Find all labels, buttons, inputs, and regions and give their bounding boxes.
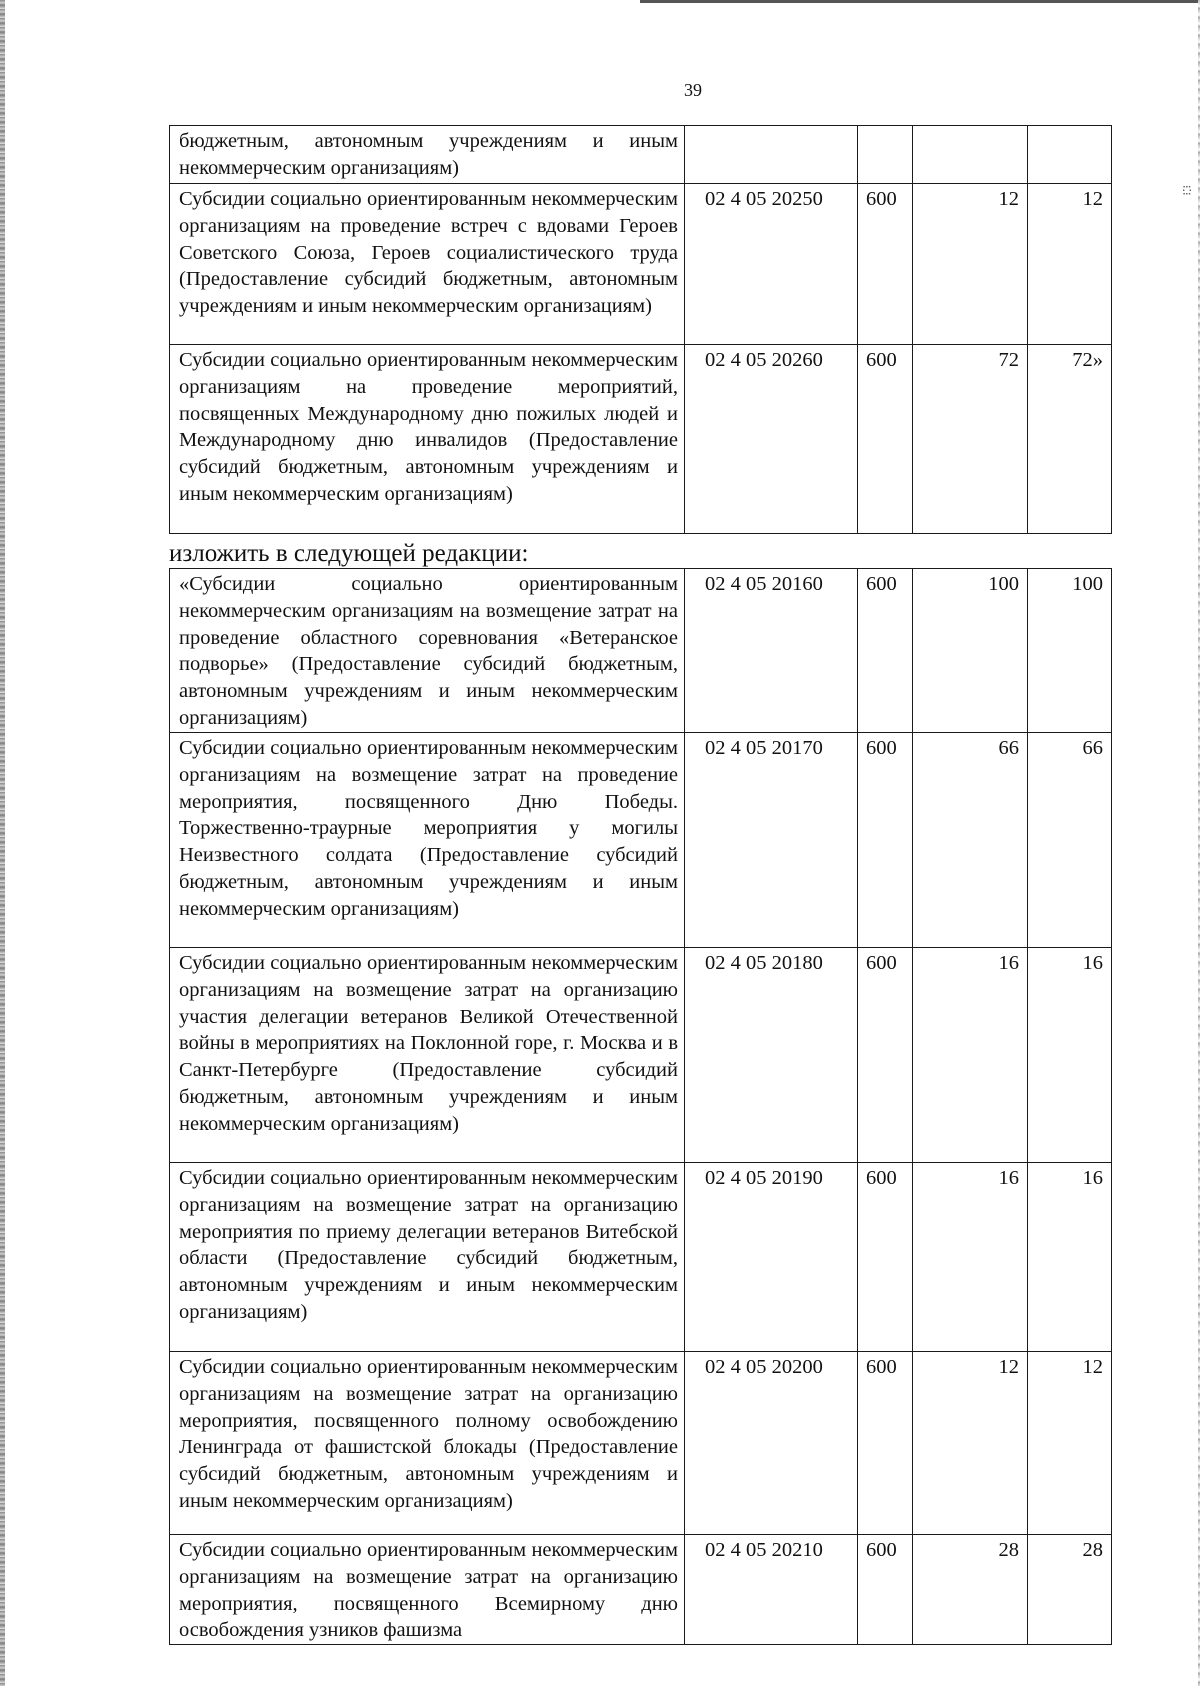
table-row (170, 733, 1112, 948)
row-group: 600 (858, 1163, 913, 1352)
row-code: 02 4 05 20170 (685, 733, 858, 948)
row-code: 02 4 05 20210 (685, 1535, 858, 1645)
row-description: Субсидии социально ориентированным некоммерческим организациям на возмещение затрат на проведение мероприятия, посвященного Дню Победы. Торжественно-траурные мероприятия у могилы Неизвестного солдата (Предоставление субсидий бюджетным, автономным учреждениям и иным некоммерческим организациям) (170, 733, 685, 948)
row-value-1: 28 (913, 1535, 1028, 1645)
row-description: Субсидии социально ориентированным некоммерческим организациям на возмещение затрат на организацию мероприятия, посвященного полному освобождению Ленинграда от фашистской блокады (Предоставление субсидий бюджетным, автономным учреждениям и иным некоммерческим организациям) (170, 1352, 685, 1535)
row-description: Субсидии социально ориентированным некоммерческим организациям на возмещение затрат на организацию участия делегации ветеранов Великой Отечественной войны в мероприятиях на Поклонной горе, г. Москва и в Санкт-Петербурге (Предоставление субсидий бюджетным, автономным учреждениям и иным некоммерческим организациям) (170, 948, 685, 1163)
row-code (685, 126, 858, 184)
row-group: 600 (858, 345, 913, 534)
budget-table-top (169, 125, 1112, 534)
row-value-2: 66 (1028, 733, 1112, 948)
row-value-1: 16 (913, 948, 1028, 1163)
row-code: 02 4 05 20260 (685, 345, 858, 534)
row-description: Субсидии социально ориентированным некоммерческим организациям на проведение мероприятий, посвященных Международному дню пожилых людей и Международному дню инвалидов (Предоставление субсидий бюджетным, автономным учреждениям и иным некоммерческим организациям) (170, 345, 685, 534)
scan-edge-top (640, 0, 1200, 3)
table-row (170, 1535, 1112, 1645)
row-group: 600 (858, 1535, 913, 1645)
table-row (170, 948, 1112, 1163)
row-value-1: 12 (913, 184, 1028, 345)
row-group: 600 (858, 1352, 913, 1535)
row-value-1: 66 (913, 733, 1028, 948)
row-description: Субсидии социально ориентированным некоммерческим организациям на возмещение затрат на организацию мероприятия, посвященного Всемирному дню освобождения узников фашизма (170, 1535, 685, 1645)
row-value-2: 100 (1028, 569, 1112, 733)
table-row (170, 1352, 1112, 1535)
page-number: 39 (684, 80, 702, 100)
row-code: 02 4 05 20200 (685, 1352, 858, 1535)
row-group: 600 (858, 733, 913, 948)
row-value-1: 12 (913, 1352, 1028, 1535)
row-code: 02 4 05 20190 (685, 1163, 858, 1352)
row-description: бюджетным, автономным учреждениям и иным некоммерческим организациям) (170, 126, 685, 184)
row-code: 02 4 05 20250 (685, 184, 858, 345)
table-row (170, 345, 1112, 534)
table-row (170, 569, 1112, 733)
row-code: 02 4 05 20160 (685, 569, 858, 733)
row-description: Субсидии социально ориентированным некоммерческим организациям на возмещение затрат на организацию мероприятия по приему делегации ветеранов Витебской области (Предоставление субсидий бюджетным, автономным учреждениям и иным некоммерческим организациям) (170, 1163, 685, 1352)
row-group: 600 (858, 184, 913, 345)
row-value-2: 28 (1028, 1535, 1112, 1645)
row-value-2: 12 (1028, 184, 1112, 345)
row-value-2: 16 (1028, 948, 1112, 1163)
table-row (170, 184, 1112, 345)
row-group: 600 (858, 569, 913, 733)
row-description: Субсидии социально ориентированным некоммерческим организациям на проведение встреч с вдовами Героев Советского Союза, Героев социалистического труда (Предоставление субсидий бюджетным, автономным учреждениям и иным некоммерческим организациям) (170, 184, 685, 345)
row-value-2: 12 (1028, 1352, 1112, 1535)
row-code: 02 4 05 20180 (685, 948, 858, 1163)
row-value-2: 16 (1028, 1163, 1112, 1352)
table-row (170, 126, 1112, 184)
row-value-2 (1028, 126, 1112, 184)
scan-edge-left (0, 0, 5, 1686)
budget-table-bottom (169, 568, 1112, 1645)
row-description: «Субсидии социально ориентированным некоммерческим организациям на возмещение затрат на проведение областного соревнования «Ветеранское подворье» (Предоставление субсидий бюджетным, автономным учреждениям и иным некоммерческим организациям) (170, 569, 685, 733)
row-value-1: 100 (913, 569, 1028, 733)
row-value-2: 72» (1028, 345, 1112, 534)
row-group (858, 126, 913, 184)
row-value-1: 72 (913, 345, 1028, 534)
section-header: изложить в следующей редакции: (169, 540, 529, 567)
margin-scan-mark: ⁝⁚⁝ (1180, 185, 1192, 196)
row-group: 600 (858, 948, 913, 1163)
table-row (170, 1163, 1112, 1352)
row-value-1: 16 (913, 1163, 1028, 1352)
row-value-1 (913, 126, 1028, 184)
